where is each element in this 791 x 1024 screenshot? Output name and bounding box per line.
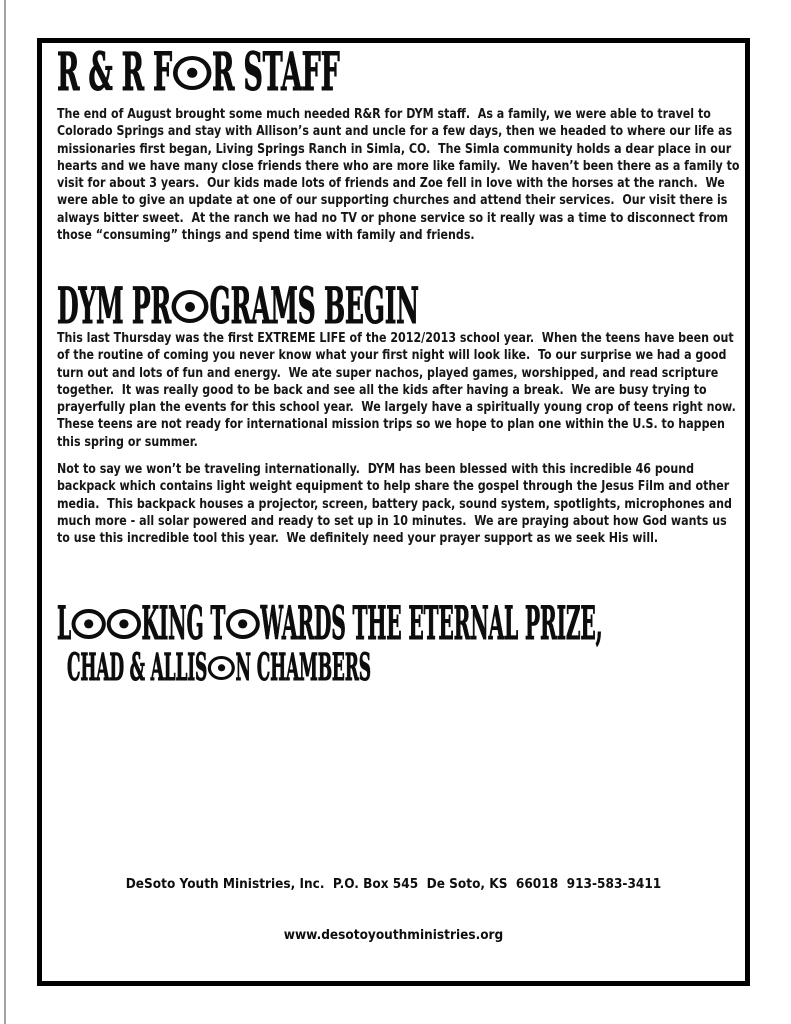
paragraph-programs-1: This last Thursday was the first EXTREME LIFE of the 2012/2013 school year. When the teens have been out of the routine of coming you never know what your first night will look like. To our surprise we had a good turn out and lots of fun and energy. We ate super nachos, played games, worshipped, and read scripture together. It was really good to be back and see all the kids after having a break. We are busy trying to prayerfully plan the events for this school year. We largely have a spiritually young crop of teens right now. These teens are not ready for international mission trips so we hope to plan one within the U.S. to happen this spring or summer. — [57, 330, 744, 450]
closing-signature-chad-allison: CHAD & ALLIS N CHAMBERS — [67, 645, 371, 689]
paragraph-programs-2: Not to say we won’t be traveling internationally. DYM has been blessed with this incredible 46 pound backpack which contains light weight equipment to help share the gospel through the Jesus Film and other media. This backpack houses a projector, screen, battery pack, sound system, spotlights, microphones and much more - all solar powered and ready to set up in 10 minutes. We are praying about how God wants us to use this incredible tool this year. We definitely need your prayer support as we seek His will. — [57, 461, 736, 547]
footer-contact-line: DeSoto Youth Ministries, Inc. P.O. Box 545 De Soto, KS 66018 913-583-3411 — [125, 876, 662, 892]
ring-o-glyph — [172, 290, 209, 323]
footer — [77, 842, 710, 978]
heading-dym-programs-begin: DYM PR GRAMS BEGIN — [57, 276, 419, 335]
footer-website: www.desotoyouthministries.org — [283, 927, 504, 943]
ring-o-glyph — [107, 609, 141, 639]
ring-o-glyph — [72, 609, 106, 639]
scan-edge-line — [4, 0, 6, 1024]
ring-o-glyph — [226, 609, 260, 639]
heading-r-and-r-for-staff: R & R F R STAFF — [57, 42, 340, 103]
ring-o-glyph — [208, 656, 235, 680]
ring-o-glyph — [173, 56, 211, 90]
content-frame — [37, 38, 750, 986]
closing-line-eternal-prize: L KING T WARDS THE ETERNAL PRIZE, — [57, 596, 603, 650]
paragraph-rr-body: The end of August brought some much needed R&R for DYM staff. As a family, we were able to travel to Colorado Springs and stay with Allison’s aunt and uncle for a few days, then we headed to where our life as missionaries first began, Living Springs Ranch in Simla, CO. The Simla community holds a dear place in our hearts and we have many close friends there who are more like family. We haven’t been there as a family to visit for about 3 years. Our kids made lots of friends and Zoe fell in love with the horses at the ranch. We were able to give an update at one of our supporting churches and attend their services. Our visit there is always bitter sweet. At the ranch we had no TV or phone service so it really was a time to disconnect from those “consuming” things and spend time with family and friends. — [57, 106, 744, 244]
